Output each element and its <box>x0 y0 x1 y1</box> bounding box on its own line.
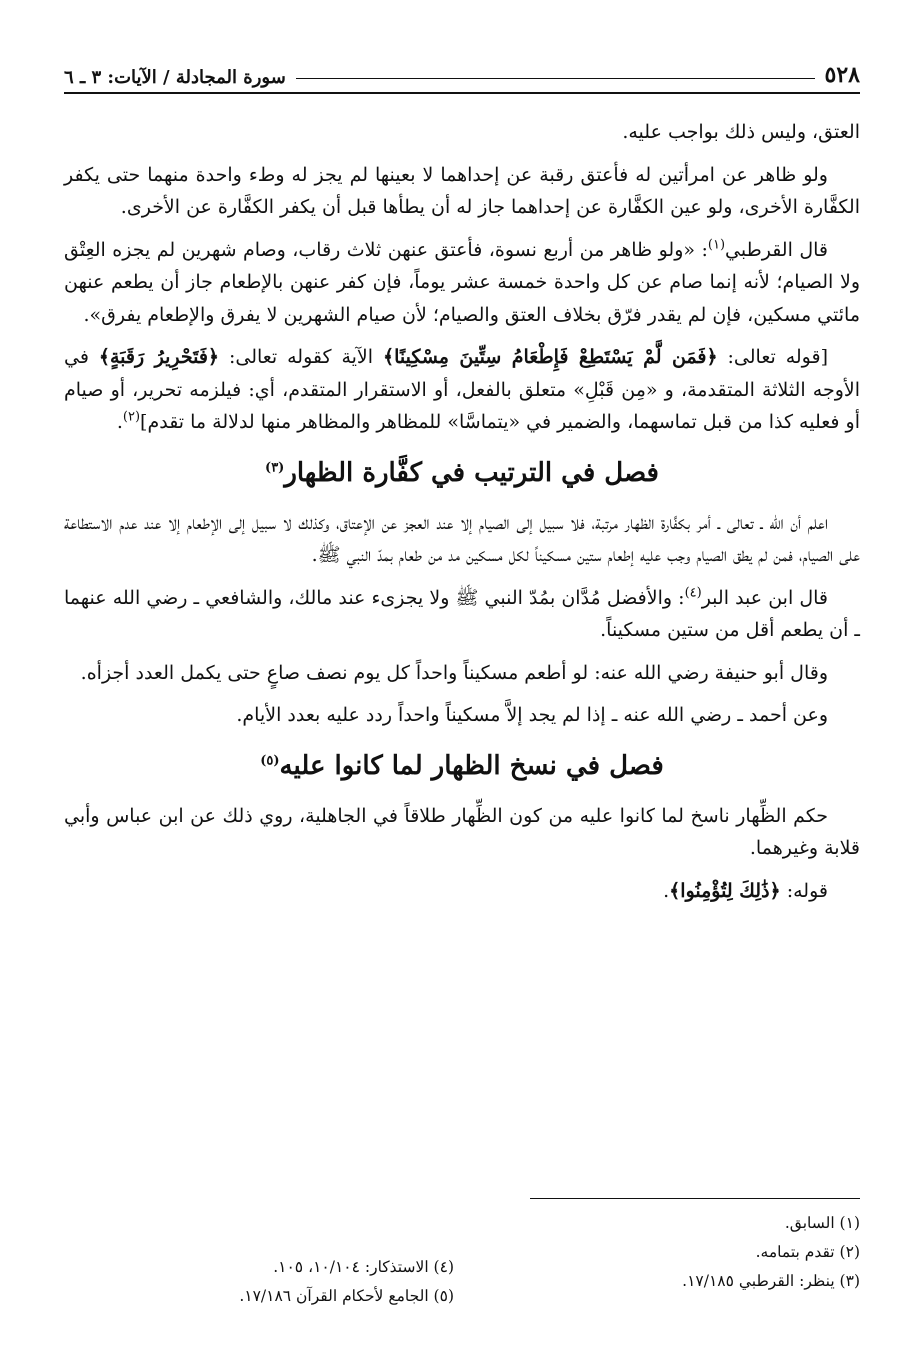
footnote-ref: (٢) <box>122 409 141 425</box>
footnote-ref: (٣) <box>265 459 285 475</box>
footnote-ref: (٤) <box>684 585 702 601</box>
paragraph: ولو ظاهر عن امرأتين له فأعتق رقبة عن إحداهما لا بعينها لم يجز له وطء واحدة منهما حتى يكفر الكفَّارة الأخرى، ولو عين الكفَّارة عن إحداهما جاز له أن يطأها قبل أن يكفر الكفَّارة عن الأخرى. <box>64 163 860 218</box>
paragraph: اعلم أن الله ـ تعالى ـ أمر بكفَّارة الظهار مرتبة، فلا سبيل إلى الصيام إلا عند العجز عن الإعتاق، وكذلك لا سبيل إلى الإطعام إلا عند عدم الاستطاعة على الصيام، فمن لم يطق الصيام وجب عليه إطعام ستين مسكيناً لكل مسكين مد من طعام بمدّ النبي ﷺ. <box>64 511 860 566</box>
running-header <box>64 40 860 94</box>
quran-quote: ﴿ذَٰلِكَ لِتُؤْمِنُوا﴾ <box>669 879 781 902</box>
paragraph: وقال أبو حنيفة رضي الله عنه: لو أطعم مسكيناً واحداً كل يوم نصف صاعٍ حتى يكمل العدد أجزأه. <box>80 661 828 684</box>
main-text <box>64 116 860 907</box>
footnotes <box>64 1210 860 1330</box>
paragraph-text: : والأفضل مُدَّان بمُدّ النبي ﷺ ولا يجزىء عند مالك، والشافعي ـ رضي الله عنهما ـ أن يطعم أقل من ستين مسكيناً. <box>64 586 860 641</box>
running-title: سورة المجادلة / الآيات: ٣ ـ ٦ <box>64 67 286 88</box>
footnote-column-left <box>64 1254 454 1312</box>
paragraph-text: . <box>663 879 670 902</box>
paragraph: وعن أحمد ـ رضي الله عنه ـ إذا لم يجد إلاَّ مسكيناً واحداً ردد عليه بعدد الأيام. <box>236 704 828 726</box>
paragraph <box>64 875 860 908</box>
paragraph-text: في الأوجه الثلاثة المتقدمة، و «مِن قَبْلِ» متعلق بالفعل، أو الاستقرار المتقدم، أي: فيلزمه تحرير، أو صيام أو فعليه كذا من قبل تماسهما، والضمير في «يتماسَّا» للمظاهر والمظاهر منها لدلالة ما تقدم] <box>64 346 860 433</box>
footnote-item: (٤) الاستذكار: ١٠/١٠٤، ١٠٥. <box>273 1258 454 1276</box>
paragraph-text: [قوله تعالى: <box>717 346 828 368</box>
paragraph <box>64 582 860 647</box>
paragraph-text: : «ولو ظاهر من أربع نسوة، فأعتق عنهن ثلاث رقاب، وصام شهرين لم يجزه العِتْق ولا الصيام؛ لأنه إنما صام عن كل واحدة خمسة عشر يوماً، فإن كفر عنهن بالإطعام جاز أن يطعم عنهن مائتي مسكين، فإن لم يقدر فرّق بخلاف العتق والصيام؛ لأن صيام الشهرين لا يفرق والإطعام يفرق». <box>64 238 860 326</box>
section-heading <box>64 746 860 786</box>
footnote-column-right <box>470 1210 860 1297</box>
quran-quote: ﴿فَتَحْرِيرُ رَقَبَةٍ﴾ <box>98 346 220 368</box>
footnote-ref: (١) <box>707 237 726 253</box>
heading-text: فصل في الترتيب في كفَّارة الظهار <box>284 457 659 488</box>
section-heading <box>64 453 860 493</box>
paragraph-lead: قال ابن عبد البر <box>701 586 829 609</box>
paragraph <box>64 341 860 439</box>
header-rule <box>296 78 815 79</box>
footnote-divider <box>530 1198 860 1199</box>
paragraph: حكم الظِّهار ناسخ لما كانوا عليه من كون الظِّهار طلاقاً في الجاهلية، روي ذلك عن ابن عباس وأبي قلابة وغيرهما. <box>64 804 860 859</box>
paragraph: العتق، وليس ذلك بواجب عليه. <box>622 121 860 143</box>
footnote-item: (٢) تقدم بتمامه. <box>755 1243 860 1261</box>
paragraph-lead: قال القرطبي <box>725 238 828 261</box>
footnote-ref: (٥) <box>260 752 280 768</box>
paragraph-text: الآية كقوله تعالى: <box>219 346 383 368</box>
heading-text: فصل في نسخ الظهار لما كانوا عليه <box>279 750 664 781</box>
footnote-item: (١) السابق. <box>784 1214 860 1232</box>
page-number: ٥٢٨ <box>824 62 860 88</box>
paragraph-text: قوله: <box>780 879 828 902</box>
quran-quote: ﴿فَمَن لَّمْ يَسْتَطِعْ فَإِطْعَامُ سِتِّينَ مِسْكِينًا﴾ <box>382 346 718 368</box>
paragraph-text: . <box>116 411 123 433</box>
footnote-item: (٣) ينظر: القرطبي ١٧/١٨٥. <box>682 1272 860 1290</box>
paragraph <box>64 234 860 332</box>
footnote-item: (٥) الجامع لأحكام القرآن ١٧/١٨٦. <box>239 1287 454 1305</box>
